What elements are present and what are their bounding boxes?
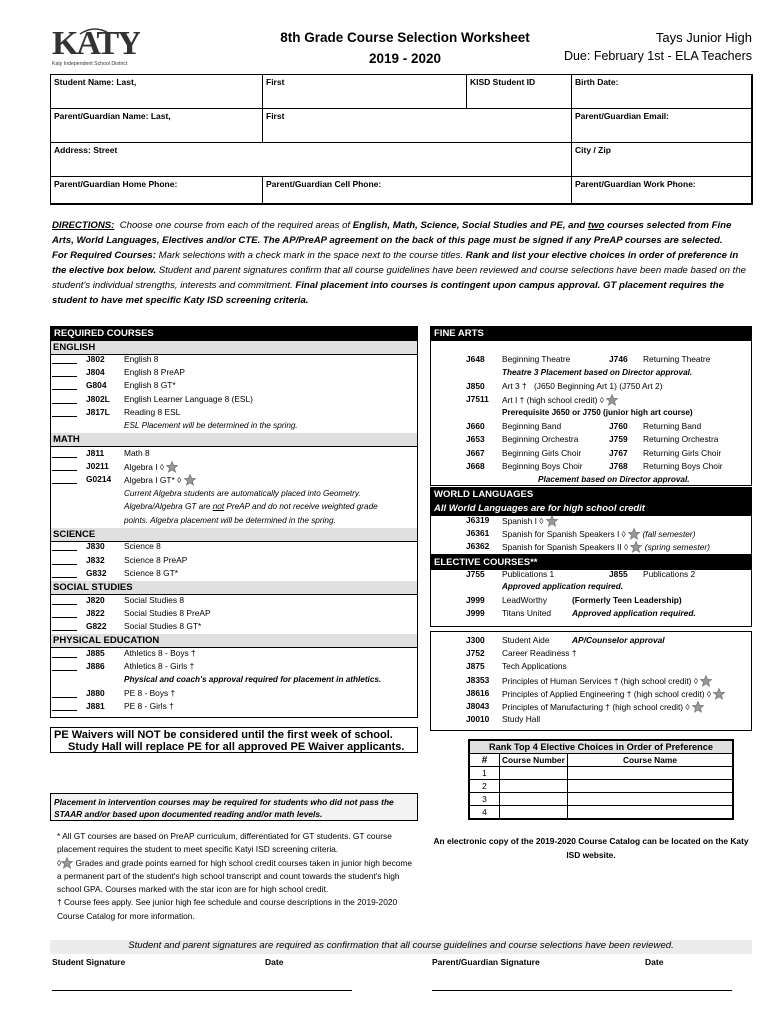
course-name: Returning Orchestra	[643, 434, 719, 444]
course-row-social[interactable]	[52, 595, 412, 608]
course-code: J6361	[466, 528, 490, 538]
parent-last-name-label: Parent/Guardian Name: Last,	[54, 111, 171, 121]
parent-first-name-label: First	[266, 111, 285, 121]
esl-note: ESL Placement will be determined in the spring.	[124, 421, 298, 430]
semester-note: (spring semester)	[644, 542, 710, 552]
course-code: J885	[86, 648, 105, 658]
rank-row[interactable]	[470, 793, 733, 806]
cell-phone-label: Parent/Guardian Cell Phone:	[266, 179, 382, 189]
course-code: J880	[86, 688, 105, 698]
course-name-text: Spanish for Spanish Speakers II ◊	[502, 542, 629, 552]
course-name: Tech Applications	[502, 661, 567, 671]
course-code: J830	[86, 541, 105, 551]
course-code: J817L	[86, 407, 110, 417]
rank-row[interactable]	[470, 806, 733, 819]
logo-subtitle: Katy Independent School District	[52, 61, 128, 67]
fine-arts-row[interactable]	[466, 394, 752, 407]
aide-note: AP/Counselor approval	[572, 635, 665, 645]
electives-header: ELECTIVE COURSES**	[431, 556, 751, 570]
kisd-id-field[interactable]	[466, 74, 572, 109]
directions-text-2c: Rank and list your elective choices in order of preference in the elective box below.	[52, 250, 739, 276]
course-code: J300	[466, 635, 485, 645]
course-code: J8043	[466, 701, 490, 711]
fine-arts-row[interactable]	[466, 381, 752, 394]
directions-text-2d: Student and parent signatures confirm that all course guidelines have been reviewed and course selections have been made based on the student's individual strengths, interests and commitment.	[52, 265, 747, 291]
course-code: J999	[466, 608, 485, 618]
elective-row[interactable]	[466, 595, 752, 608]
student-first-name-field[interactable]	[262, 74, 467, 109]
directions-text-1d: courses selected from Fine Arts, World Languages, Electives and/or CTE. The AP/PreAP agreement on the back of this page must be signed if any PreAP courses are selected.	[52, 220, 732, 246]
course-row-english[interactable]	[52, 354, 412, 367]
course-name: Study Hall	[502, 714, 541, 724]
fine-arts-row[interactable]	[466, 461, 752, 474]
address-field[interactable]	[50, 142, 572, 177]
course-name-text: Art I † (high school credit) ◊	[502, 395, 604, 405]
birth-date-label: Birth Date:	[575, 77, 619, 87]
course-code: J746	[609, 354, 628, 364]
diamond-symbol: ◊	[57, 857, 62, 868]
course-name-text: Algebra I GT* ◊	[124, 475, 182, 485]
check-blank[interactable]	[52, 550, 77, 551]
course-code: J6362	[466, 541, 490, 551]
language-row[interactable]	[466, 528, 752, 541]
student-date-label: Date	[265, 957, 284, 967]
course-name: Social Studies 8 PreAP	[124, 608, 211, 618]
course-code: J653	[466, 434, 485, 444]
check-blank[interactable]	[52, 657, 77, 658]
home-phone-field[interactable]	[50, 176, 263, 205]
signature-banner: Student and parent signatures are required as confirmation that all course guidelines and course selections have been reviewed.	[50, 940, 752, 954]
course-code: J999	[466, 595, 485, 605]
course-code: J822	[86, 608, 105, 618]
rank-col-num: #	[470, 754, 500, 767]
athletics-note: Physical and coach's approval required for placement in athletics.	[124, 675, 382, 684]
star-icon	[692, 701, 704, 713]
student-info-grid	[50, 74, 752, 204]
elective-row[interactable]	[466, 635, 752, 648]
course-code: J855	[609, 569, 628, 579]
due-date: Due: February 1st - ELA Teachers	[563, 49, 752, 63]
course-name	[502, 515, 558, 527]
elective-row[interactable]	[466, 701, 752, 714]
fine-arts-row[interactable]	[466, 448, 752, 461]
course-name-input[interactable]	[568, 806, 733, 819]
student-first-name-label: First	[266, 77, 285, 87]
course-code: J7511	[466, 394, 489, 404]
course-name-text: Principles of Human Services † (high school credit) ◊	[502, 676, 698, 686]
director-note: Placement based on Director approval.	[538, 475, 690, 484]
algebra-note-2c: PreAP and do not receive weighted grade	[224, 502, 378, 511]
parent-last-name-field[interactable]	[50, 108, 263, 143]
directions-text-2a: For Required Courses:	[52, 250, 156, 261]
course-row-science[interactable]	[52, 555, 412, 568]
pe-waiver-notice	[50, 727, 418, 753]
catalog-note: An electronic copy of the 2019-2020 Course Catalog can be located on the Katy ISD website.	[433, 836, 749, 860]
city-zip-field[interactable]	[571, 142, 753, 177]
course-row-english[interactable]	[52, 394, 412, 407]
check-blank[interactable]	[52, 363, 77, 364]
star-icon	[700, 675, 712, 687]
course-code: J820	[86, 595, 105, 605]
course-code: J760	[609, 421, 628, 431]
course-name: Publications 1	[502, 569, 555, 579]
elective-row[interactable]	[466, 661, 752, 674]
star-icon	[61, 857, 73, 869]
course-row-social[interactable]	[52, 621, 412, 634]
elective-row[interactable]	[466, 648, 752, 661]
check-blank[interactable]	[52, 403, 77, 404]
directions-text-2e: Final placement into courses is contingent upon campus approval. GT placement requires the student to have met specific Katy ISD screening criteria.	[52, 280, 724, 306]
course-number-input[interactable]	[500, 780, 568, 793]
logo-text: KATY	[52, 25, 140, 62]
check-blank[interactable]	[52, 470, 77, 471]
check-blank[interactable]	[52, 697, 77, 698]
course-row-math[interactable]	[52, 474, 412, 487]
course-name: Science 8 PreAP	[124, 555, 188, 565]
school-year: 2019 - 2020	[368, 51, 442, 66]
student-signature-line[interactable]	[52, 990, 352, 991]
gt-footnote: * All GT courses are based on PreAP curriculum, differentiated for GT students. GT course placement requires the student to meet specific Katyi ISD screening criteria.	[57, 831, 392, 855]
footnotes	[57, 830, 417, 923]
check-blank[interactable]	[52, 376, 77, 377]
intervention-placement-note: Placement in intervention courses may be required for students who did not pass the STAAR and/or based upon documented reading and/or math levels.	[50, 793, 418, 821]
elective-row[interactable]	[466, 714, 752, 727]
course-row-pe[interactable]	[52, 661, 412, 674]
course-name: English 8	[124, 354, 159, 364]
fine-arts-row[interactable]	[466, 354, 752, 367]
course-code: J0010	[466, 714, 490, 724]
star-icon	[606, 394, 618, 406]
course-code: J768	[609, 461, 628, 471]
course-name: Social Studies 8 GT*	[124, 621, 202, 631]
city-zip-label: City / Zip	[575, 145, 611, 155]
course-code: J8616	[466, 688, 490, 698]
algebra-note-2a: Algebra/Algebra GT are	[124, 502, 213, 511]
course-code: G832	[86, 568, 107, 578]
course-name-text: Algebra I ◊	[124, 462, 164, 472]
course-name	[124, 461, 178, 473]
check-blank[interactable]	[52, 389, 77, 390]
course-name	[502, 675, 712, 687]
star-icon	[166, 461, 178, 473]
elective-row[interactable]	[466, 675, 752, 688]
course-code: J668	[466, 461, 485, 471]
course-name: Beginning Boys Choir	[502, 461, 583, 471]
course-name	[502, 541, 710, 553]
course-code: J755	[466, 569, 485, 579]
parent-signature-label: Parent/Guardian Signature	[432, 957, 540, 967]
parent-email-label: Parent/Guardian Email:	[575, 111, 669, 121]
check-blank[interactable]	[52, 670, 77, 671]
parent-first-name-field[interactable]	[262, 108, 572, 143]
pe-waiver-line-1: PE Waivers will NOT be considered until the first week of school.	[54, 729, 393, 741]
english-header: ENGLISH	[51, 341, 417, 355]
course-name-input[interactable]	[568, 793, 733, 806]
star-icon	[713, 688, 725, 700]
course-name: Beginning Band	[502, 421, 562, 431]
course-name: LeadWorthy	[502, 595, 548, 605]
course-name-input[interactable]	[568, 767, 733, 780]
check-blank[interactable]	[52, 564, 77, 565]
rank-table-title: Rank Top 4 Elective Choices in Order of Preference	[470, 741, 733, 754]
course-name: PE 8 - Boys †	[124, 688, 176, 698]
course-name: Beginning Girls Choir	[502, 448, 582, 458]
algebra-note-3: points. Algebra placement will be determined in the spring.	[124, 516, 336, 525]
language-row[interactable]	[466, 541, 752, 554]
course-name	[502, 701, 704, 713]
course-name: Returning Band	[643, 421, 702, 431]
address-label: Address: Street	[54, 145, 118, 155]
algebra-note-2b: not	[212, 502, 225, 511]
course-row-english[interactable]	[52, 407, 412, 420]
course-code: J8353	[466, 675, 490, 685]
course-code: J802	[86, 354, 105, 364]
course-code: J850	[466, 381, 485, 391]
course-code: J767	[609, 448, 628, 458]
course-code: G822	[86, 621, 107, 631]
course-code: J0211	[86, 461, 109, 471]
course-name: Reading 8 ESL	[124, 407, 181, 417]
course-code: J832	[86, 555, 105, 565]
directions-label: DIRECTIONS:	[52, 220, 115, 231]
course-code: J802L	[86, 394, 110, 404]
parent-signature-line[interactable]	[432, 990, 732, 991]
titans-note: Approved application required.	[572, 608, 696, 618]
fine-arts-row[interactable]	[466, 434, 752, 447]
high-school-credit-footnote	[57, 857, 417, 897]
course-code: J648	[466, 354, 485, 364]
course-name: Titans United	[502, 608, 552, 618]
course-name: Athletics 8 - Boys †	[124, 648, 196, 658]
fees-footnote: † Course fees apply. See junior high fee schedule and course descriptions in the 2019-2020 Course Catalog for more information.	[57, 897, 398, 921]
hs-credit-text: Grades and grade points earned for high school credit courses taken in junior high become a permanent part of the student's high school transcript and count towards the student's high school GPA. Courses marked with the star icon are for high school credit.	[57, 857, 413, 895]
course-number-input[interactable]	[500, 806, 568, 819]
course-code: J752	[466, 648, 485, 658]
cell-phone-field[interactable]	[262, 176, 572, 205]
directions-text-1c: two	[587, 220, 605, 231]
star-icon	[628, 528, 640, 540]
rank-row[interactable]	[470, 767, 733, 780]
star-icon	[630, 541, 642, 553]
required-courses-header: REQUIRED COURSES	[51, 327, 417, 341]
pe-waiver-line-2: Study Hall will replace PE for all approved PE Waiver applicants.	[68, 741, 405, 753]
course-name-input[interactable]	[568, 780, 733, 793]
course-name-text: Spanish I ◊	[502, 516, 544, 526]
course-code: J875	[466, 661, 485, 671]
elective-row[interactable]	[466, 569, 752, 582]
parent-email-field[interactable]	[571, 108, 753, 143]
world-languages-header: WORLD LANGUAGES	[431, 488, 751, 502]
course-row-science[interactable]	[52, 541, 412, 554]
star-icon	[184, 474, 196, 486]
student-last-name-field[interactable]	[50, 74, 263, 109]
leadworthy-note: (Formerly Teen Leadership)	[572, 595, 682, 605]
approved-note: Approved application required.	[502, 582, 624, 591]
rank-number: 3	[470, 793, 500, 806]
course-code: G804	[86, 380, 107, 390]
student-signature-label: Student Signature	[52, 957, 126, 967]
world-languages-subheader: All World Languages are for high school credit	[431, 502, 751, 516]
course-name: Social Studies 8	[124, 595, 185, 605]
language-row[interactable]	[466, 515, 752, 528]
work-phone-label: Parent/Guardian Work Phone:	[575, 179, 696, 189]
algebra-note-1: Current Algebra students are automatically placed into Geometry.	[124, 489, 361, 498]
rank-number: 4	[470, 806, 500, 819]
course-name-text: Principles of Applied Engineering † (high school credit) ◊	[502, 689, 711, 699]
katy-logo-graphic	[50, 22, 140, 68]
course-number-input[interactable]	[500, 793, 568, 806]
directions	[52, 218, 752, 308]
student-last-name-label: Student Name: Last,	[54, 77, 137, 87]
work-phone-field[interactable]	[571, 176, 753, 205]
course-name: Science 8	[124, 541, 161, 551]
elective-row[interactable]	[466, 688, 752, 701]
course-row-pe[interactable]	[52, 701, 412, 714]
rank-row[interactable]	[470, 780, 733, 793]
course-number-input[interactable]	[500, 767, 568, 780]
course-name-text: Spanish for Spanish Speakers I ◊	[502, 529, 626, 539]
check-blank[interactable]	[52, 630, 77, 631]
course-code: J881	[86, 701, 105, 711]
course-name: Career Readiness †	[502, 648, 577, 658]
course-row-math[interactable]	[52, 461, 412, 474]
check-blank[interactable]	[52, 457, 77, 458]
page-title: 8th Grade Course Selection Worksheet	[280, 30, 530, 45]
course-name: Publications 2	[643, 569, 696, 579]
science-header: SCIENCE	[51, 528, 417, 542]
check-blank[interactable]	[52, 416, 77, 417]
rank-col-number: Course Number	[500, 754, 568, 767]
parent-date-label: Date	[645, 957, 664, 967]
course-code: J6319	[466, 515, 490, 525]
elective-rank-table	[468, 739, 734, 820]
course-name: Athletics 8 - Girls †	[124, 661, 195, 671]
rank-number: 1	[470, 767, 500, 780]
course-name: Returning Girls Choir	[643, 448, 722, 458]
course-code: J886	[86, 661, 105, 671]
social-studies-header: SOCIAL STUDIES	[51, 581, 417, 595]
course-name: English 8 PreAP	[124, 367, 185, 377]
course-name: Beginning Orchestra	[502, 434, 579, 444]
check-blank[interactable]	[52, 483, 77, 484]
kisd-id-label: KISD Student ID	[470, 77, 536, 87]
course-code: J804	[86, 367, 105, 377]
course-code: J759	[609, 434, 628, 444]
fine-arts-header: FINE ARTS	[431, 327, 751, 341]
home-phone-label: Parent/Guardian Home Phone:	[54, 179, 178, 189]
course-name: Art 3 †	[502, 381, 527, 391]
course-name	[502, 528, 696, 540]
course-row-english[interactable]	[52, 380, 412, 393]
course-name	[502, 394, 618, 406]
course-name: Beginning Theatre	[502, 354, 571, 364]
rank-col-name: Course Name	[568, 754, 733, 767]
birth-date-field[interactable]	[571, 74, 753, 109]
course-row-pe[interactable]	[52, 648, 412, 661]
course-row-pe[interactable]	[52, 688, 412, 701]
course-name	[124, 474, 196, 486]
directions-text-1a: Choose one course from each of the required areas of	[119, 220, 353, 231]
check-blank[interactable]	[52, 577, 77, 578]
algebra-note-2	[124, 502, 378, 511]
course-row-science[interactable]	[52, 568, 412, 581]
fine-arts-row[interactable]	[466, 421, 752, 434]
pe-header: PHYSICAL EDUCATION	[51, 634, 417, 648]
course-name	[502, 688, 725, 700]
check-blank[interactable]	[52, 604, 77, 605]
course-row-social[interactable]	[52, 608, 412, 621]
school-name: Tays Junior High	[655, 30, 752, 45]
course-row-english[interactable]	[52, 367, 412, 380]
rank-number: 2	[470, 780, 500, 793]
course-name: Math 8	[124, 448, 150, 458]
course-name: English Learner Language 8 (ESL)	[124, 394, 253, 404]
check-blank[interactable]	[52, 617, 77, 618]
katy-isd-logo	[50, 22, 140, 68]
course-name: Returning Theatre	[643, 354, 711, 364]
course-code: J811	[86, 448, 105, 458]
theatre-note: Theatre 3 Placement based on Director approval.	[502, 368, 693, 377]
art-prereq-note: Prerequisite J650 or J750 (junior high art course)	[502, 408, 693, 417]
directions-text-1b: English, Math, Science, Social Studies and PE, and	[352, 220, 588, 231]
course-name: PE 8 - Girls †	[124, 701, 174, 711]
elective-row[interactable]	[466, 608, 752, 621]
course-code: J660	[466, 421, 485, 431]
star-icon	[546, 515, 558, 527]
course-name: Returning Boys Choir	[643, 461, 723, 471]
directions-text-2b: Mark selections with a check mark in the space next to the course titles.	[155, 250, 466, 261]
course-name: Student Aide	[502, 635, 550, 645]
art-prereq-courses: (J650 Beginning Art 1) (J750 Art 2)	[534, 381, 663, 391]
course-code: G0214	[86, 474, 112, 484]
course-name: English 8 GT*	[124, 380, 176, 390]
check-blank[interactable]	[52, 710, 77, 711]
course-name: Science 8 GT*	[124, 568, 178, 578]
course-code: J667	[466, 448, 485, 458]
course-name-text: Principles of Manufacturing † (high school credit) ◊	[502, 702, 690, 712]
math-header: MATH	[51, 433, 417, 447]
course-row-math[interactable]	[52, 448, 412, 461]
semester-note: (fall semester)	[642, 529, 696, 539]
